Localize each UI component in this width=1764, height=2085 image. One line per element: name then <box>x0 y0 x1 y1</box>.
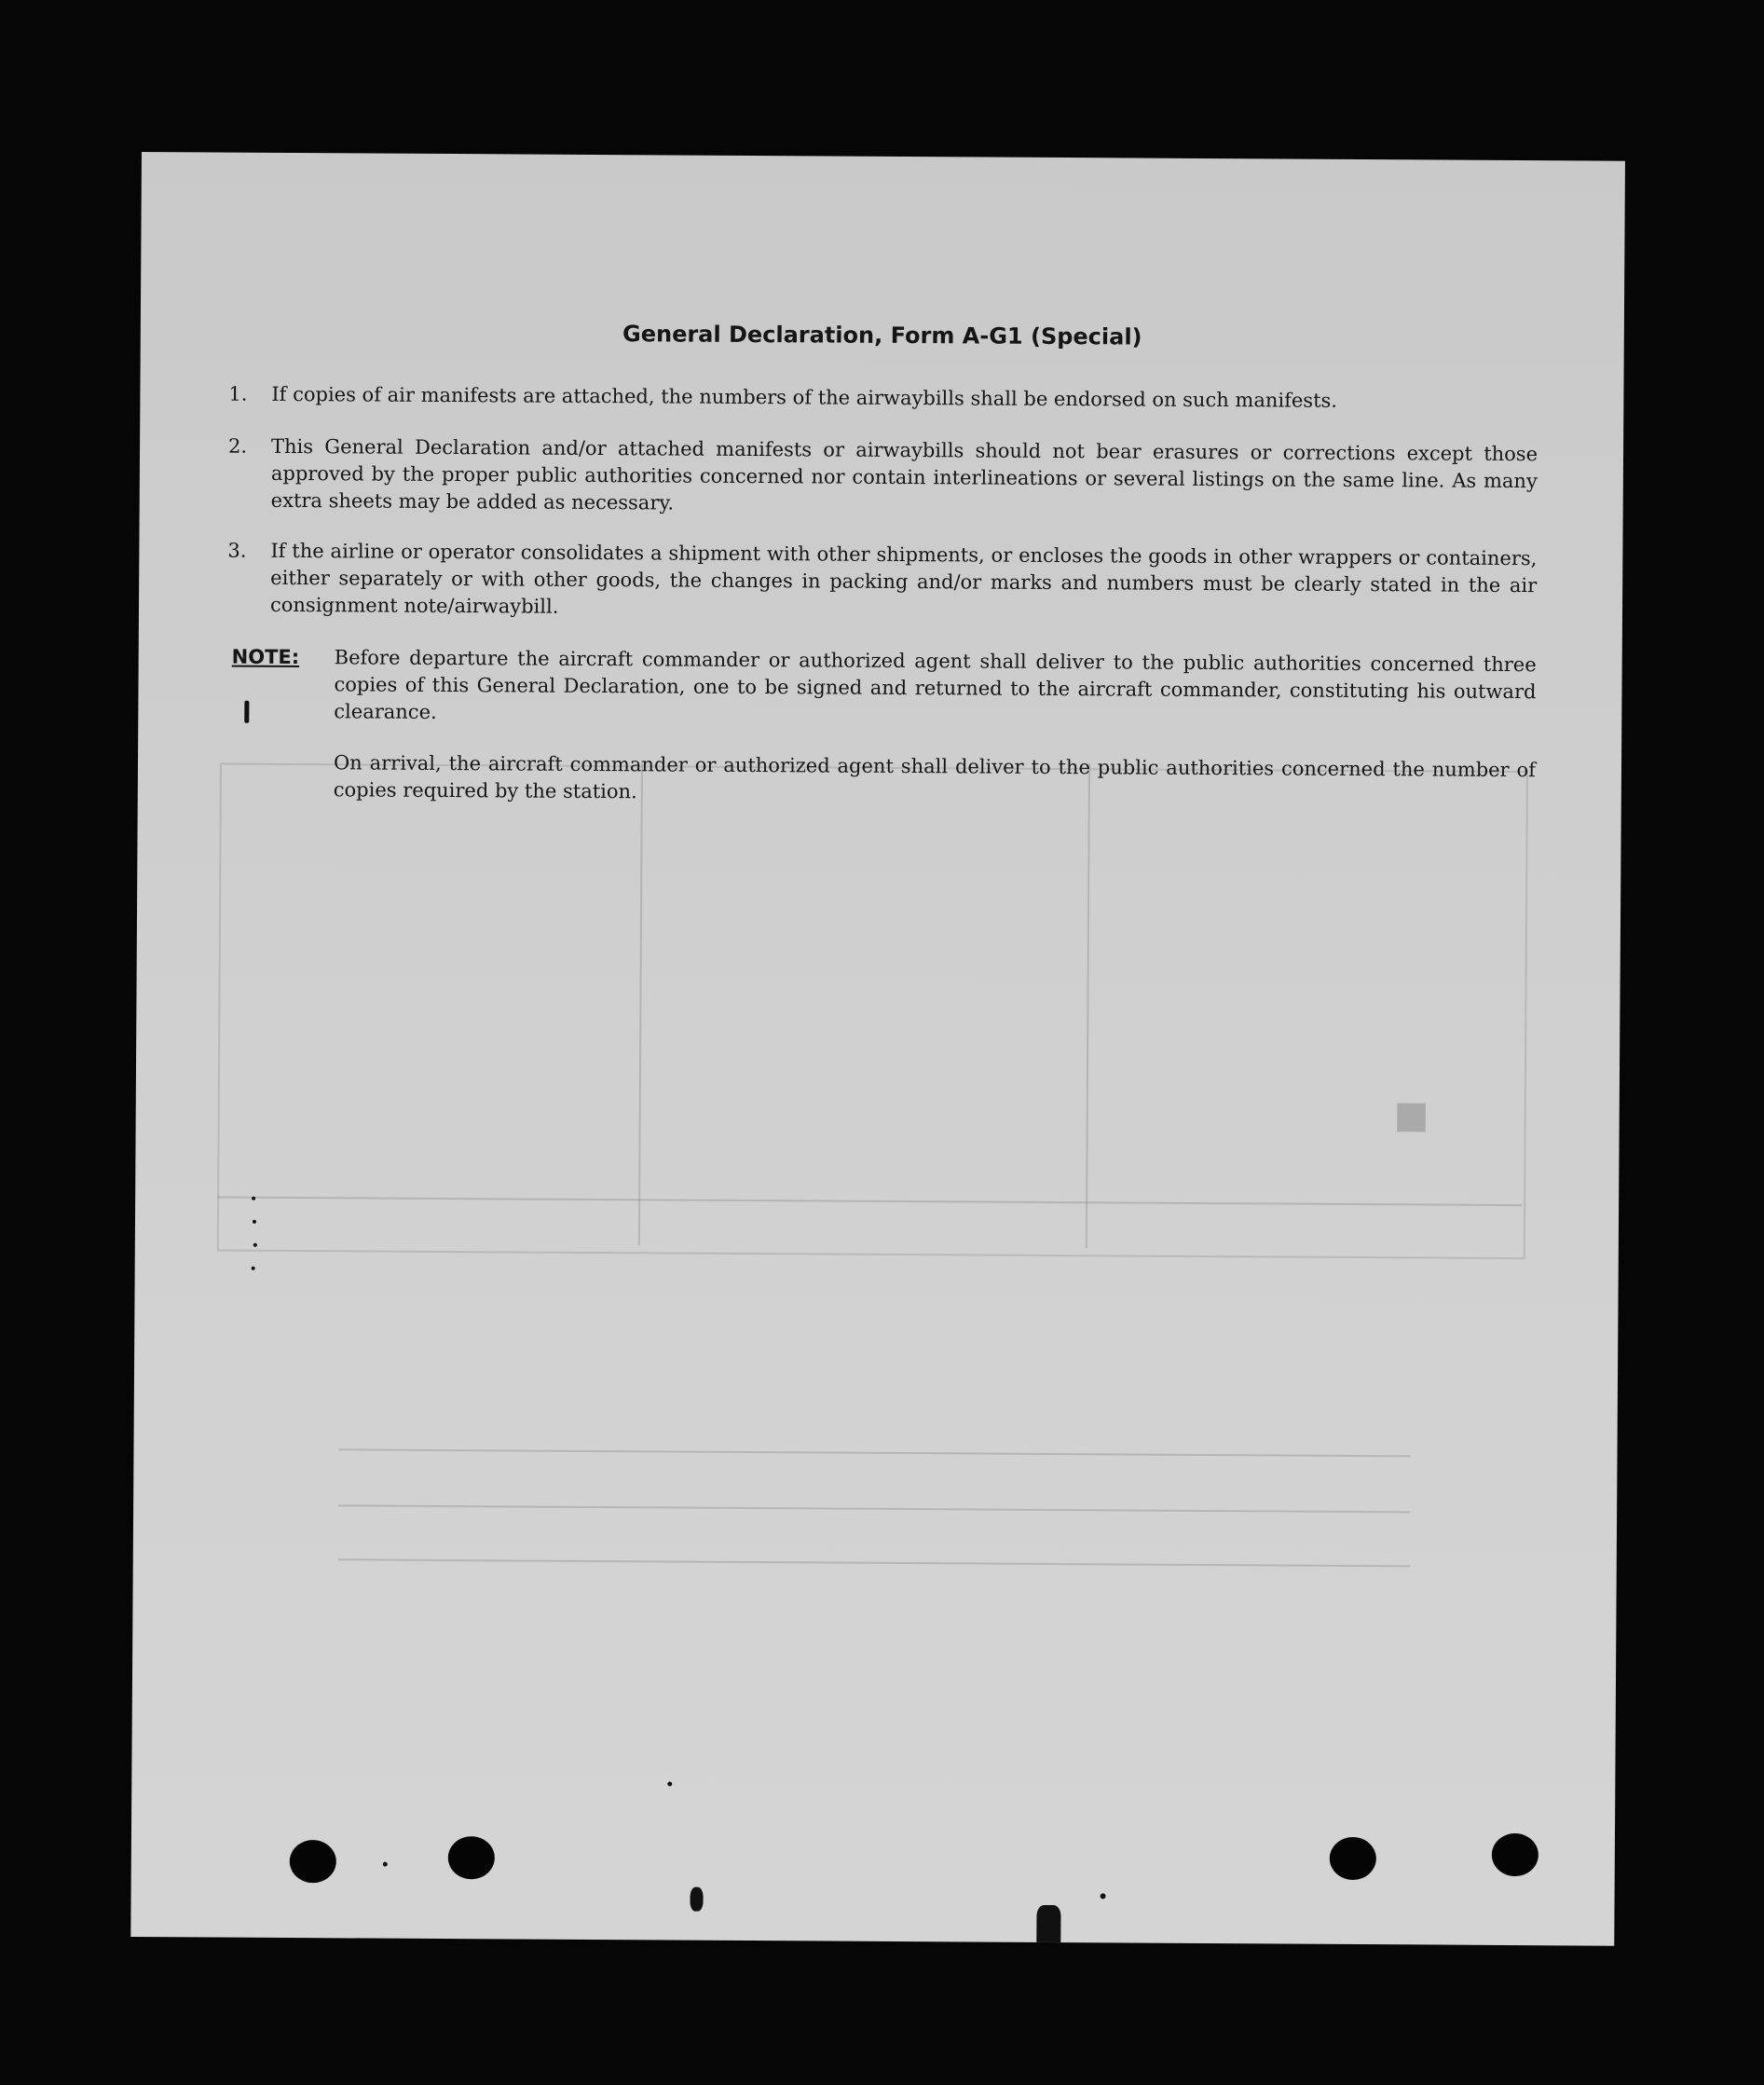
item-text: If copies of air manifests are attached, the numbers of the airwaybills shall be endorsed on such manifests. <box>271 382 1338 412</box>
speck <box>690 1887 703 1912</box>
speck <box>252 1267 255 1270</box>
speck <box>383 1862 388 1867</box>
note-label: NOTE: <box>231 645 300 669</box>
note-block <box>231 749 1536 812</box>
punch-hole <box>448 1836 495 1879</box>
item-number: 1. <box>228 382 248 405</box>
bleed-through-line <box>338 1504 1410 1513</box>
margin-mark <box>244 701 249 723</box>
scanned-page <box>130 152 1625 1946</box>
page-title: General Declaration, Form A-G1 (Special) <box>622 321 1142 350</box>
speck <box>1036 1905 1060 1942</box>
speck <box>253 1220 256 1224</box>
speck <box>252 1197 255 1200</box>
speck <box>1101 1893 1106 1899</box>
bleed-through-table <box>217 763 1528 1260</box>
note-block <box>231 644 1537 734</box>
item-text: This General Declaration and/or attached manifests or airwaybills should not bear erasures or corrections except those approved by the proper public authorities concerned nor contain interlineations or several listings on the same line. As many extra sheets may be added as necessary. <box>270 434 1538 514</box>
item-text: If the airline or operator consolidates a shipment with other shipments, or encloses the goods in other wrappers or containers, either separately or with other goods, the changes in packing and/or marks and numbers must be clearly stated in the air consignment note/airwaybill. <box>269 539 1538 618</box>
punch-hole <box>1330 1837 1376 1880</box>
instruction-item <box>228 381 1538 417</box>
speck <box>667 1781 672 1786</box>
instruction-item <box>228 433 1538 523</box>
punch-hole <box>1492 1833 1538 1876</box>
note-paragraph: Before departure the aircraft commander or authorized agent shall deliver to the public authorities concerned three copies of this General Declaration, one to be signed and returned to the aircraft commander, constituting his outward clearance. <box>334 646 1537 723</box>
bleed-through-line <box>338 1558 1410 1567</box>
note-paragraph: On arrival, the aircraft commander or authorized agent shall deliver to the public authorities concerned the number of copies required by the station. <box>333 751 1537 803</box>
bleed-through-line <box>338 1448 1410 1457</box>
bleed-through-page-number: ■ <box>1393 1093 1429 1137</box>
speck <box>253 1243 257 1247</box>
punch-hole <box>290 1840 336 1883</box>
item-number: 2. <box>228 434 248 458</box>
item-number: 3. <box>227 539 247 562</box>
instruction-item <box>227 538 1538 627</box>
